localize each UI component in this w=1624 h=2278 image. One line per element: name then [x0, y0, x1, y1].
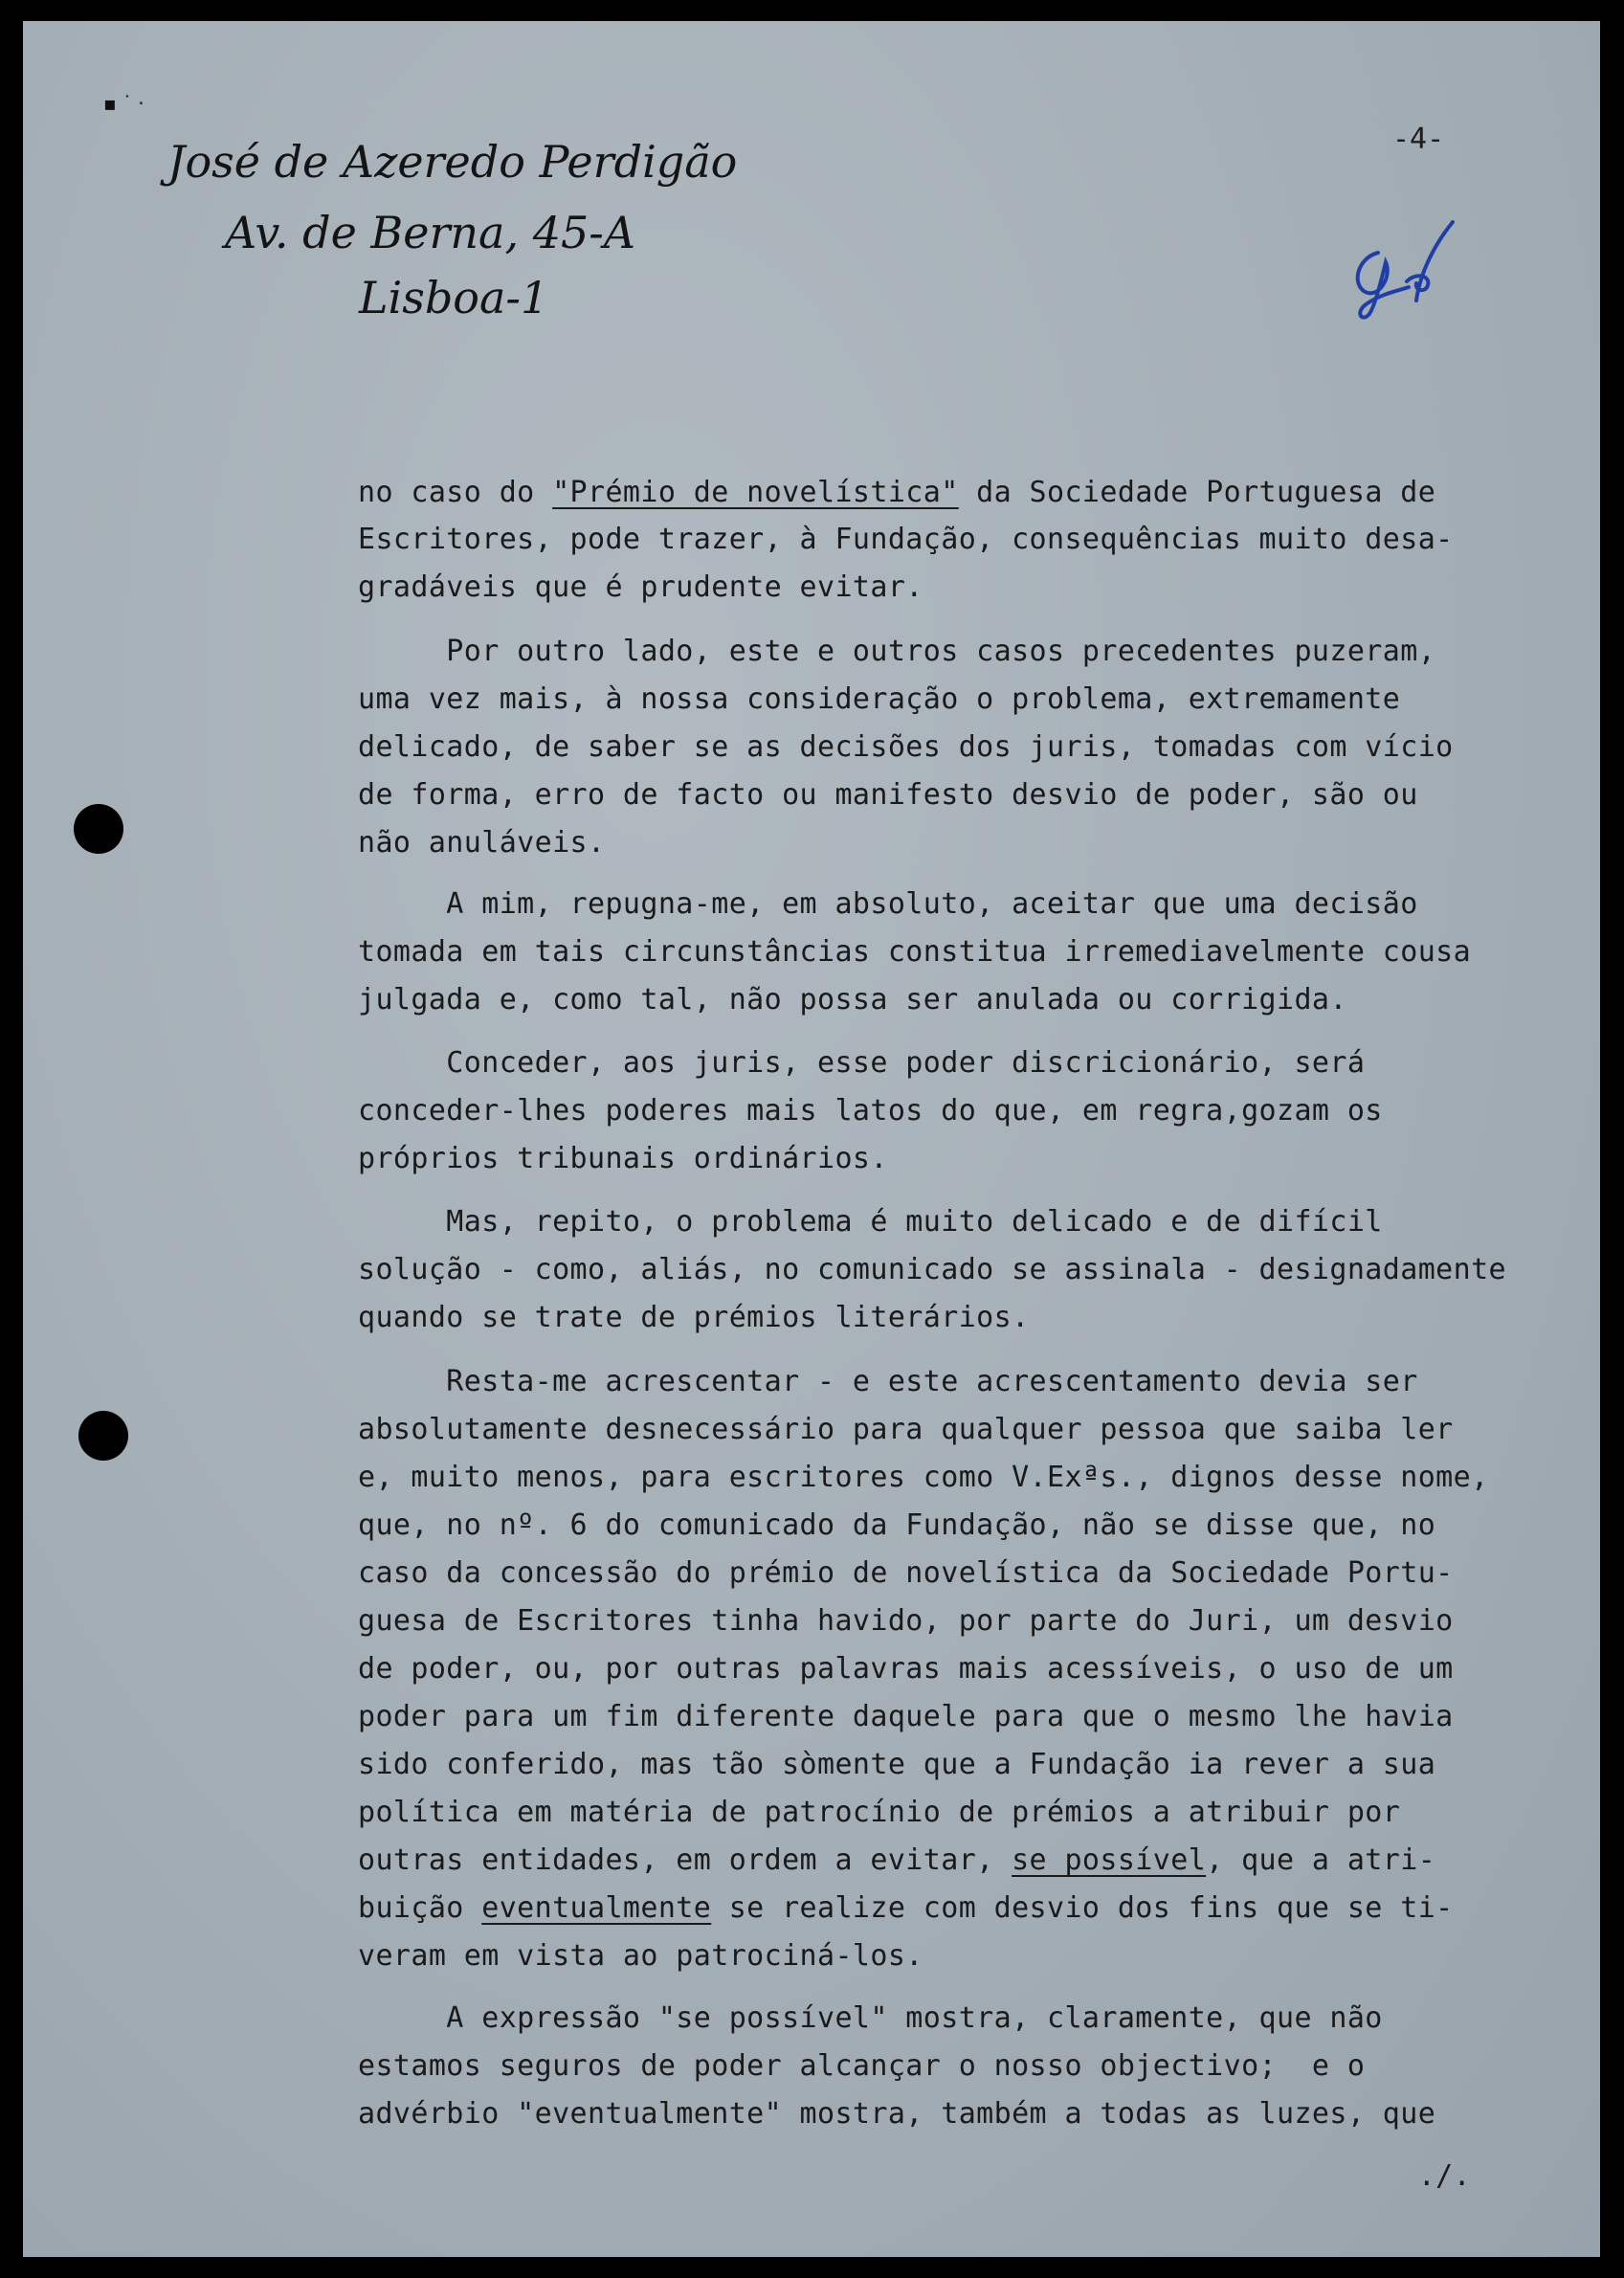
text-segment: , que a atri-	[1206, 1843, 1436, 1877]
letterhead-city: Lisboa-1	[359, 272, 549, 324]
text-line: Escritores, pode trazer, à Fundação, consequências muito desa-	[358, 523, 1454, 556]
letterhead-address: Av. de Berna, 45-A	[225, 207, 636, 258]
text-line: veram em vista ao patrociná-los.	[358, 1939, 923, 1973]
text-line: quando se trate de prémios literários.	[358, 1301, 1030, 1334]
text-line: que, no nº. 6 do comunicado da Fundação, não se disse que, no	[358, 1508, 1436, 1542]
text-line	[358, 1843, 1435, 1877]
text-line: Resta-me acrescentar - e este acrescentamento devia ser	[358, 1365, 1418, 1398]
text-segment: outras entidades, em ordem a evitar,	[358, 1843, 1012, 1877]
text-line: uma vez mais, à nossa consideração o problema, extremamente	[358, 682, 1401, 716]
text-line: caso da concessão do prémio de novelística da Sociedade Portu-	[358, 1556, 1454, 1590]
text-line	[358, 476, 1435, 509]
text-line: não anuláveis.	[358, 826, 606, 860]
text-line: e, muito menos, para escritores como V.Exªs., dignos desse nome,	[358, 1461, 1489, 1494]
text-line: de forma, erro de facto ou manifesto desvio de poder, são ou	[358, 778, 1418, 812]
text-line: Conceder, aos juris, esse poder discricionário, será	[358, 1046, 1366, 1080]
text-line: delicado, de saber se as decisões dos juris, tomadas com vício	[358, 730, 1454, 764]
page-number: -4-	[1392, 123, 1445, 156]
text-line: próprios tribunais ordinários.	[358, 1142, 888, 1175]
text-segment: da Sociedade Portuguesa de	[958, 476, 1436, 509]
letterhead-name: José de Azeredo Perdigão	[167, 136, 738, 188]
text-line: ./.	[358, 2159, 1472, 2193]
text-line: de poder, ou, por outras palavras mais acessíveis, o uso de um	[358, 1652, 1454, 1686]
text-line: conceder-lhes poderes mais latos do que, em regra,gozam os	[358, 1094, 1383, 1128]
text-line: gradáveis que é prudente evitar.	[358, 570, 923, 604]
text-line: A mim, repugna-me, em absoluto, aceitar que uma decisão	[358, 887, 1418, 921]
text-line: Mas, repito, o problema é muito delicado e de difícil	[358, 1205, 1383, 1239]
text-line: solução - como, aliás, no comunicado se assinala - designadamente	[358, 1253, 1506, 1286]
text-line: Por outro lado, este e outros casos precedentes puzeram,	[358, 635, 1436, 668]
paper-specks: ▪ ˙ ·	[103, 92, 145, 115]
text-line: poder para um fim diferente daquele para que o mesmo lhe havia	[358, 1700, 1454, 1733]
text-line: sido conferido, mas tão sòmente que a Fundação ia rever a sua	[358, 1748, 1436, 1781]
text-line: advérbio "eventualmente" mostra, também a todas as luzes, que	[358, 2097, 1436, 2131]
text-line: guesa de Escritores tinha havido, por parte do Juri, um desvio	[358, 1604, 1454, 1638]
text-segment: buição	[358, 1891, 482, 1925]
underlined-phrase: "Prémio de novelística"	[552, 476, 959, 509]
punch-hole-top	[74, 804, 123, 854]
text-line: absolutamente desnecessário para qualquer pessoa que saiba ler	[358, 1413, 1454, 1446]
underlined-phrase: se possível	[1012, 1843, 1207, 1877]
text-segment: no caso do	[358, 476, 553, 509]
text-line: tomada em tais circunstâncias constitua irremediavelmente cousa	[358, 935, 1472, 969]
handwritten-initials-icon	[1340, 214, 1464, 334]
punch-hole-bottom	[78, 1411, 128, 1461]
text-line: estamos seguros de poder alcançar o nosso objectivo; e o	[358, 2049, 1366, 2083]
text-line: política em matéria de patrocínio de prémios a atribuir por	[358, 1796, 1401, 1829]
underlined-phrase: eventualmente	[481, 1891, 712, 1925]
text-line	[358, 1891, 1454, 1925]
text-line: A expressão "se possível" mostra, claramente, que não	[358, 2001, 1383, 2035]
text-line: julgada e, como tal, não possa ser anulada ou corrigida.	[358, 983, 1347, 1016]
text-segment: se realize com desvio dos fins que se ti-	[711, 1891, 1454, 1925]
